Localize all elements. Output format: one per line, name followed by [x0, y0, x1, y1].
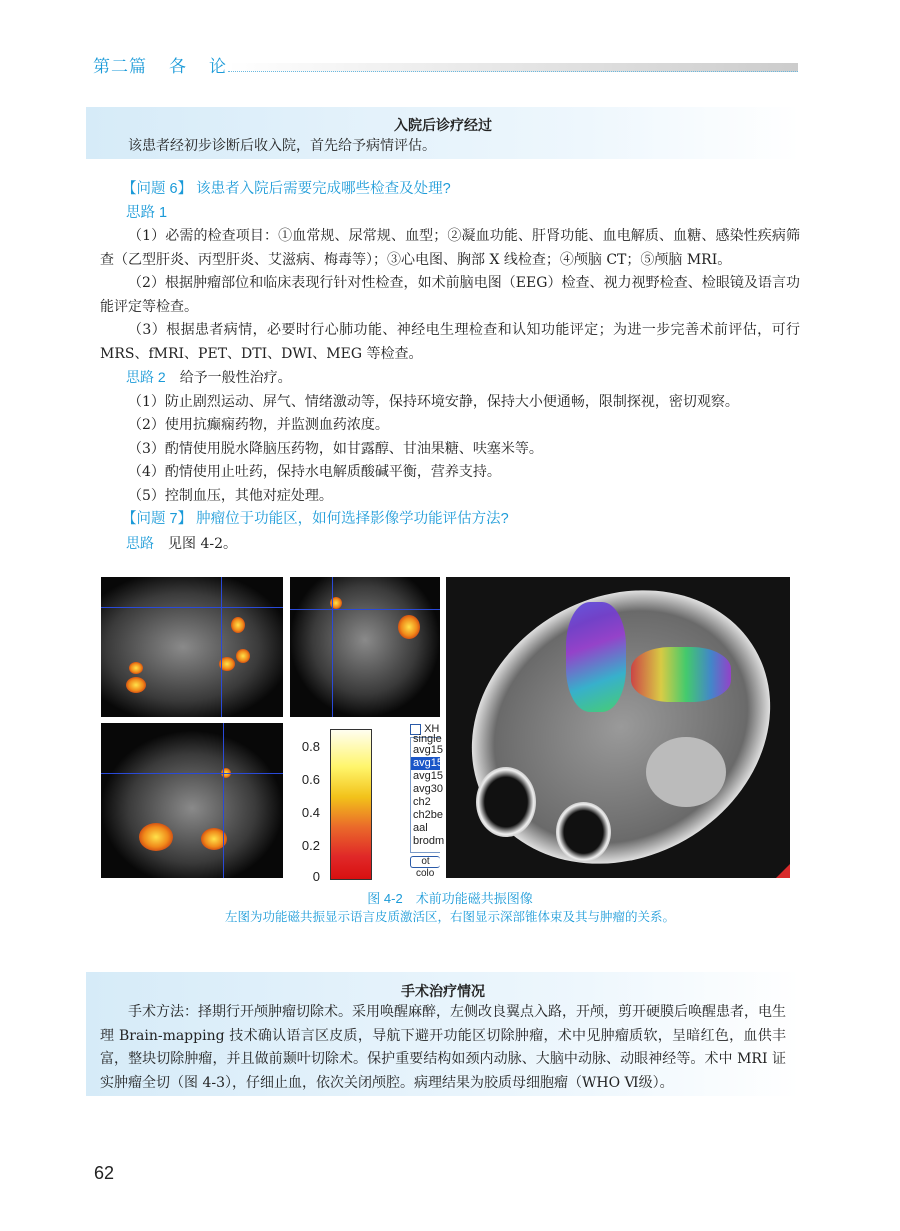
surgery-title: 手术治疗情况	[401, 983, 485, 999]
idea-2-item: （1）防止剧烈运动、屏气、情绪激动等，保持环境安静，保持大小便通畅，限制探视，密切观察。	[128, 393, 739, 410]
checkbox-label: XH	[424, 723, 440, 735]
admission-box	[86, 107, 800, 159]
corner-marker	[776, 864, 790, 878]
header-section-a: 各	[169, 57, 187, 76]
colorbar-tick: 0.2	[301, 838, 320, 853]
idea-2-item: （5）控制血压，其他对症处理。	[128, 487, 333, 504]
header-section-b: 论	[209, 57, 227, 76]
color-label: colo	[416, 868, 435, 879]
atlas-panel	[410, 723, 445, 879]
surgery-box	[86, 972, 800, 1096]
running-header	[93, 52, 249, 77]
question-7	[100, 508, 800, 532]
question-6	[100, 178, 800, 202]
idea-2-item: （3）酌情使用脱水降脑压药物，如甘露醇、甘油果糖、呋塞米等。	[128, 440, 543, 457]
question-7-text: 肿瘤位于功能区，如何选择影像学功能评估方法?	[196, 511, 509, 527]
orbit-right	[556, 802, 611, 862]
fiber-tract-right	[631, 647, 731, 702]
ot-button[interactable]: ot	[410, 856, 440, 868]
atlas-list-item[interactable]: ch2	[413, 796, 431, 808]
tumor	[646, 737, 726, 807]
admission-body: 该患者经初步诊断后收入院，首先给予病情评估。	[128, 138, 436, 154]
colorbar-tick: 0.6	[301, 772, 320, 787]
question-7-label: 【问题 7】	[122, 511, 193, 527]
mri-axial-image	[101, 723, 283, 878]
header-part: 第二篇	[93, 57, 147, 76]
question-7-idea	[100, 532, 800, 557]
idea-2-heading: 思路 2	[126, 369, 166, 385]
colorbar	[330, 729, 372, 880]
figure-title: 图 4-2 术前功能磁共振图像	[367, 891, 533, 906]
mri-coronal-image	[290, 577, 440, 717]
question-6-label: 【问题 6】	[122, 181, 193, 197]
header-rule	[228, 63, 798, 72]
atlas-list-item[interactable]: avg15	[413, 770, 443, 782]
idea-text: 见图 4-2。	[168, 535, 237, 552]
atlas-list-item[interactable]: aal	[413, 822, 428, 834]
atlas-listbox[interactable]	[410, 733, 445, 853]
atlas-list-item[interactable]: single	[413, 733, 442, 745]
atlas-list-item[interactable]: brodm	[413, 835, 445, 847]
brain-slice	[422, 537, 820, 917]
orbit-left	[476, 767, 536, 837]
page-number: 62	[94, 1163, 115, 1183]
idea-2	[100, 366, 800, 391]
main-text	[100, 178, 800, 556]
atlas-list-item[interactable]: avg30	[413, 783, 443, 795]
idea-2-text: 给予一般性治疗。	[179, 370, 292, 386]
colorbar-tick: 0	[312, 869, 320, 884]
idea-1-item: （1）必需的检查项目：①血常规、尿常规、血型；②凝血功能、肝肾功能、血电解质、血糖、感染性疾病筛查（乙型肝炎、丙型肝炎、艾滋病、梅毒等）；③心电图、胸部 X 线检查；④颅脑 CT；⑤颅脑 MRI。	[100, 228, 800, 268]
idea-2-item: （2）使用抗癫痫药物，并监测血药浓度。	[128, 417, 389, 433]
mri-sagittal-image	[101, 577, 283, 717]
atlas-list-item[interactable]: ch2be	[413, 809, 443, 821]
idea-1-item: （3）根据患者病情，必要时行心肺功能、神经电生理检查和认知功能评定；为进一步完善术前评估，可行 MRS、fMRI、PET、DTI、DWI、MEG 等检查。	[100, 322, 800, 362]
idea-1-item: （2）根据肿瘤部位和临床表现行针对性检查，如术前脑电图（EEG）检查、视力视野检查、检眼镜及语言功能评定等检查。	[100, 275, 800, 315]
figure-caption: 左图为功能磁共振显示语言皮质激活区，右图显示深部锥体束及其与肿瘤的关系。	[224, 909, 675, 924]
fiber-tract-left	[566, 602, 626, 712]
admission-title: 入院后诊疗经过	[394, 117, 492, 133]
atlas-list-item-selected[interactable]: avg15	[413, 757, 443, 769]
idea-heading: 思路	[126, 534, 154, 551]
colorbar-panel	[290, 723, 406, 884]
atlas-list-item[interactable]: avg15	[413, 744, 443, 756]
surgery-body: 手术方法：择期行开颅肿瘤切除术。采用唤醒麻醉，左侧改良翼点入路，开颅，剪开硬膜后唤醒患者，电生理 Brain-mapping 技术确认语言区皮质，导航下避开功能区切除肿瘤，术中见肿瘤质软，呈暗红色，血供丰富，整块切除肿瘤，并且做前颞叶切除术。保护重要结构如颈内动脉、大脑中动脉、动眼神经等。术中 MRI 证实肿瘤全切（图 4-3），仔细止血，依次关闭颅腔。病理结果为胶质母细胞瘤（WHO Ⅵ级）。	[100, 1004, 786, 1091]
idea-2-item: （4）酌情使用止吐药，保持水电解质酸碱平衡，营养支持。	[128, 464, 501, 480]
colorbar-tick: 0.8	[301, 739, 320, 754]
idea-1-heading: 思路 1	[126, 204, 168, 221]
colorbar-tick: 0.4	[301, 805, 320, 820]
dti-tractography-image	[446, 577, 790, 878]
question-6-text: 该患者入院后需要完成哪些检查及处理?	[196, 181, 451, 197]
